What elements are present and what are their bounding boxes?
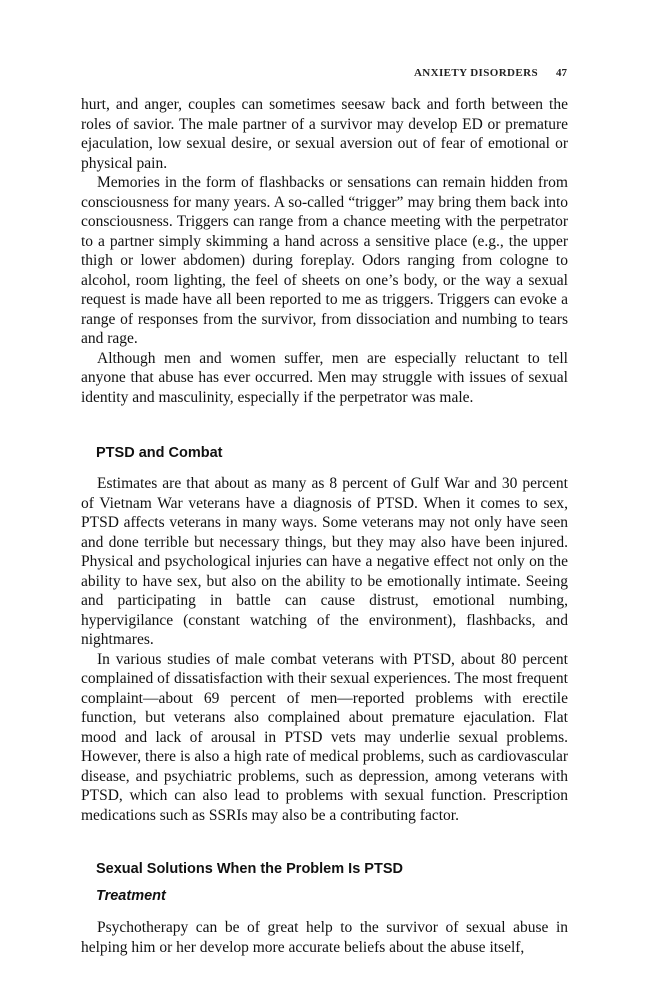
page-number: 47 bbox=[556, 67, 567, 79]
body-text bbox=[81, 95, 568, 957]
section-heading-ptsd-combat: PTSD and Combat bbox=[96, 445, 223, 461]
paragraph: Psychotherapy can be of great help to the survivor of sexual abuse in helping him or her develop more accurate beliefs about the abuse itself, bbox=[81, 919, 568, 956]
subsection-heading-treatment: Treatment bbox=[96, 888, 166, 904]
paragraph: In various studies of male combat veterans with PTSD, about 80 percent complained of dissatisfaction with their sexual experiences. The most frequent complaint—about 69 percent of men—reported problems with erectile function, but veterans also complained about premature ejaculation. Flat mood and lack of arousal in PTSD vets may underlie sexual problems. However, there is also a high rate of medical problems, such as cardiovascular disease, and psychiatric problems, such as depression, among veterans with PTSD, which can also lead to problems with sexual function. Prescription medications such as SSRIs may also be a contributing factor. bbox=[81, 650, 568, 824]
running-title: ANXIETY DISORDERS bbox=[413, 67, 538, 79]
paragraph: Although men and women suffer, men are especially reluctant to tell anyone that abuse has ever occurred. Men may struggle with issues of sexual identity and masculinity, especially if the perpetrator was male. bbox=[81, 349, 568, 406]
paragraph: Estimates are that about as many as 8 percent of Gulf War and 30 percent of Vietnam War veterans have a diagnosis of PTSD. When it comes to sex, PTSD affects veterans in many ways. Some veterans may not only have seen and done terrible but necessary things, but they may also have been injured. Physical and psychological injuries can have a negative effect not only on the ability to have sex, but also on the ability to be emotionally intimate. Seeing and participating in battle can cause distrust, emotional numbing, hypervigilance (constant watching of the environment), flashbacks, and nightmares. bbox=[81, 475, 568, 648]
section-heading-sexual-solutions: Sexual Solutions When the Problem Is PTSD bbox=[96, 861, 403, 877]
paragraph: hurt, and anger, couples can sometimes seesaw back and forth between the roles of savior. The male partner of a survivor may develop ED or premature ejaculation, low sexual desire, or sexual aversion out of fear of emotional or physical pain. bbox=[81, 96, 568, 172]
running-header bbox=[67, 67, 567, 79]
paragraph: Memories in the form of flashbacks or sensations can remain hidden from consciousness for many years. A so-called “trigger” may bring them back into consciousness. Triggers can range from a chance meeting with the perpetrator to a partner simply skimming a hand across a sensitive place (e.g., the upper thigh or lower abdomen) during foreplay. Odors ranging from cologne to alcohol, room lighting, the feel of sheets on one’s body, or the way a sexual request is made have all been reported to me as triggers. Triggers can evoke a range of responses from the survivor, from dissociation and numbing to tears and rage. bbox=[81, 174, 568, 347]
